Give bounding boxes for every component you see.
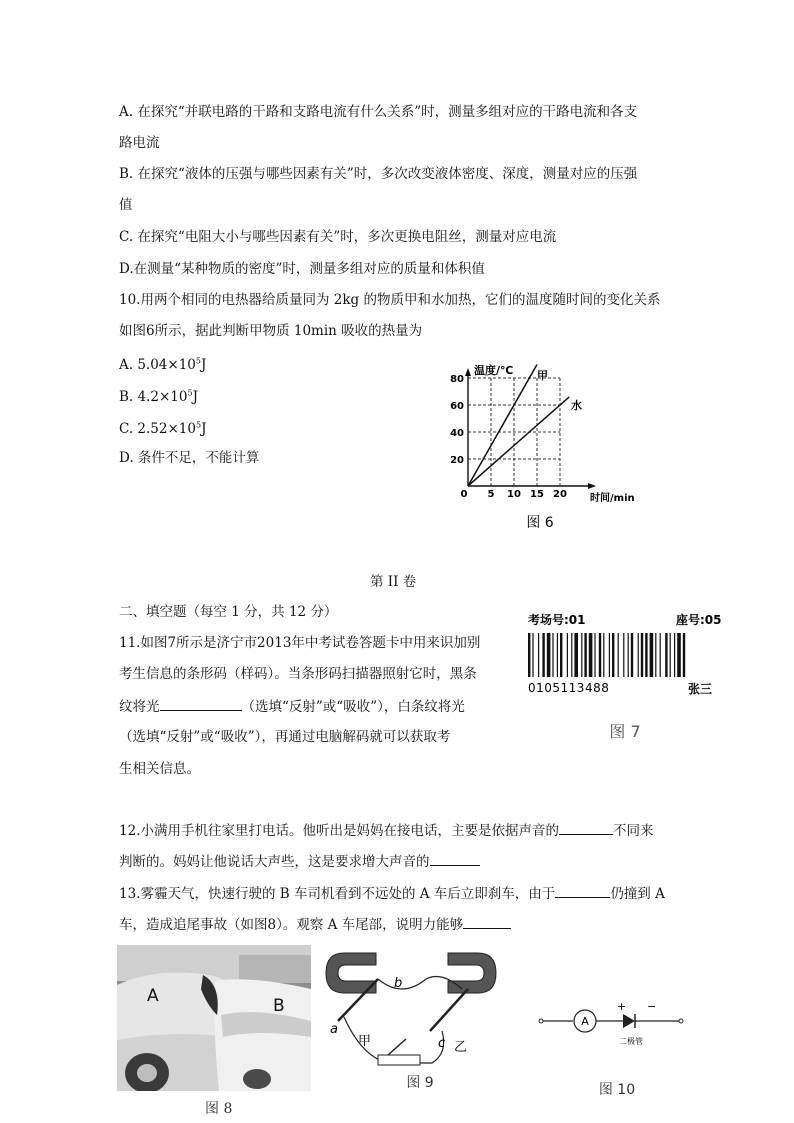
- x-tick-label: 10: [507, 489, 521, 500]
- x-tick-label: 20: [553, 489, 567, 500]
- barcode-bar: [594, 633, 595, 677]
- x-axis-arrow: [588, 483, 596, 489]
- barcode-bar: [623, 633, 624, 677]
- terminal-right: [679, 1019, 683, 1023]
- diode-label: 二极管: [619, 1037, 643, 1046]
- barcode-bar: [532, 633, 533, 677]
- series-line-shui: [468, 397, 569, 486]
- barcode-bar: [641, 633, 643, 677]
- barcode-bar: [538, 633, 539, 677]
- q10-stem-line2: 如图6所示，据此判断甲物质 10min 吸收的热量为: [119, 323, 423, 339]
- q11-blank-1: [160, 696, 242, 711]
- barcode-bar: [665, 633, 667, 677]
- exam-room-label: 考场号:01: [528, 613, 586, 627]
- q11-line3: 纹将光 （选填“反射”或“吸收”），白条纹将光: [119, 696, 465, 716]
- label-jia: 甲: [358, 1034, 372, 1049]
- barcode-bar: [547, 633, 551, 677]
- q13-line1: 13.雾霾天气，快速行驶的 B 车司机看到不远处的 A 车后立即刹车，由于 仍撞到 A: [119, 883, 665, 903]
- barcode-bar: [557, 633, 558, 677]
- terminal-left: [539, 1019, 543, 1023]
- barcode-number: 0105113488: [528, 681, 610, 695]
- series-label-shui: 水: [571, 399, 582, 412]
- student-name: 张三: [688, 682, 713, 696]
- q10-option-d: D. 条件不足，不能计算: [119, 450, 260, 466]
- q9-option-a-line1: A. 在探究“并联电路的干路和支路电流有什么关系”时，测量多组对应的干路电流和各支: [119, 104, 638, 120]
- q9-option-b-line1: B. 在探究“液体的压强与哪些因素有关”时，多次改变液体密度、深度，测量对应的压强: [119, 166, 638, 182]
- q9-option-a-line2: 路电流: [119, 135, 160, 151]
- barcode-bar: [677, 633, 681, 677]
- series-label-jia: 甲: [537, 369, 548, 382]
- q9-option-d: D.在测量“某种物质的密度”时，测量多组对应的质量和体积值: [119, 261, 485, 277]
- q13-line2: 车，造成追尾事故（如图8）。观察 A 车尾部，说明力能够: [119, 914, 511, 934]
- minus-sign: −: [647, 1000, 657, 1013]
- barcode-bars: [528, 633, 685, 677]
- y-tick-label: 20: [450, 455, 464, 466]
- q10-stem-line1: 10.用两个相同的电热器给质量同为 2kg 的物质甲和水加热，它们的温度随时间的变化关系: [119, 292, 661, 308]
- figure-8-caption: 图 8: [205, 1101, 233, 1117]
- figure-9-diagram: [322, 945, 518, 1093]
- barcode-bar: [574, 633, 578, 677]
- magnet-left: [326, 953, 376, 993]
- q12-line2: 判断的。妈妈让他说话大声些，这是要求增大声音的: [119, 851, 480, 871]
- x-axis-label: 时间/min: [590, 493, 635, 504]
- label-yi: 乙: [454, 1040, 468, 1055]
- series-line-jia: [468, 365, 537, 487]
- barcode-bar: [581, 633, 582, 677]
- chart-grid: [468, 378, 560, 486]
- q9-option-b-line2: 值: [119, 197, 133, 213]
- figure-6-caption: 图 6: [526, 515, 554, 531]
- part2-heading: 二、填空题（每空 1 分，共 12 分）: [119, 604, 338, 620]
- barcode-bar: [552, 633, 553, 677]
- y-tick-label: 40: [450, 428, 464, 439]
- barcode-bar: [584, 633, 586, 677]
- q12-blank-1: [559, 820, 613, 835]
- barcode-bar: [638, 633, 639, 677]
- q10-option-c: C. $2.52\times 10^5J$: [119, 420, 207, 437]
- y-axis-arrow: [465, 368, 471, 376]
- barcode-bar: [618, 633, 619, 677]
- car-a-label: A: [147, 986, 159, 1006]
- label-c: c: [438, 1036, 446, 1051]
- diode-symbol: [623, 1014, 635, 1028]
- x-tick-label: 15: [530, 489, 544, 500]
- q12-line1: 12.小满用手机往家里打电话。他听出是妈妈在接电话，主要是依据声音的 不同来: [119, 820, 653, 840]
- figure-7-barcode: [520, 607, 742, 747]
- y-tick-label: 80: [450, 374, 464, 385]
- barcode-bar: [609, 633, 610, 677]
- barcode-bar: [567, 633, 568, 677]
- barcode-bar: [660, 633, 661, 677]
- figure-6-chart: [440, 360, 640, 540]
- y-axis-label: 温度/℃: [474, 364, 514, 377]
- switch-lever: [388, 1039, 406, 1055]
- q10-option-a: A. $5.04\times 10^5J$: [119, 356, 207, 373]
- barcode-bar: [628, 633, 629, 677]
- barcode-bar: [650, 633, 654, 677]
- rod-cd: [430, 989, 468, 1031]
- barcode-bar: [683, 633, 685, 677]
- seat-label: 座号:05: [676, 613, 722, 627]
- q11-line2: 考生信息的条形码（样码）。当条形码扫描器照射它时，黑条: [119, 666, 477, 682]
- q11-line4: （选填“反射”或“吸收”），再通过电脑解码就可以获取考: [119, 729, 451, 745]
- ammeter-label: A: [581, 1015, 589, 1028]
- q13-blank-2: [463, 914, 511, 929]
- barcode-bar: [631, 633, 633, 677]
- plus-sign: +: [617, 1000, 627, 1013]
- volume-title: 第 II 卷: [370, 574, 417, 590]
- barcode-bar: [571, 633, 572, 677]
- label-b: b: [394, 976, 403, 991]
- figure-10-diagram: [535, 990, 695, 1095]
- figure-9-caption: 图 9: [406, 1075, 434, 1091]
- q11-line5: 生相关信息。: [119, 761, 200, 777]
- figure-10-caption: 图 10: [598, 1082, 636, 1095]
- barcode-bar: [670, 633, 671, 677]
- barcode-bar: [674, 633, 675, 677]
- barcode-bar: [542, 633, 544, 677]
- barcode-bar: [645, 633, 647, 677]
- barcode-bar: [560, 633, 562, 677]
- barcode-bar: [528, 633, 530, 677]
- q9-option-c: C. 在探究“电阻大小与哪些因素有关”时，多次更换电阻丝，测量对应电流: [119, 229, 557, 245]
- q12-blank-2: [430, 851, 480, 866]
- label-a: a: [330, 1022, 338, 1037]
- q13-blank-1: [555, 883, 610, 898]
- barcode-bar: [603, 633, 604, 677]
- q11-line1: 11.如图7所示是济宁市2013年中考试卷答题卡中用来识加别: [119, 635, 481, 651]
- barcode-bar: [599, 633, 601, 677]
- q10-option-b: B. $4.2\times 10^5J$: [119, 388, 198, 405]
- x-tick-label: 5: [487, 489, 495, 500]
- magnet-right: [448, 953, 496, 993]
- barcode-bar: [612, 633, 614, 677]
- origin-label: 0: [460, 489, 468, 500]
- barcode-bar: [589, 633, 593, 677]
- switch-base: [378, 1055, 420, 1065]
- y-tick-label: 60: [450, 401, 464, 412]
- barcode-bar: [655, 633, 656, 677]
- figure-7-caption: 图 7: [609, 722, 641, 741]
- car-b-label: B: [273, 996, 285, 1016]
- figure-8-photo: [117, 945, 311, 1091]
